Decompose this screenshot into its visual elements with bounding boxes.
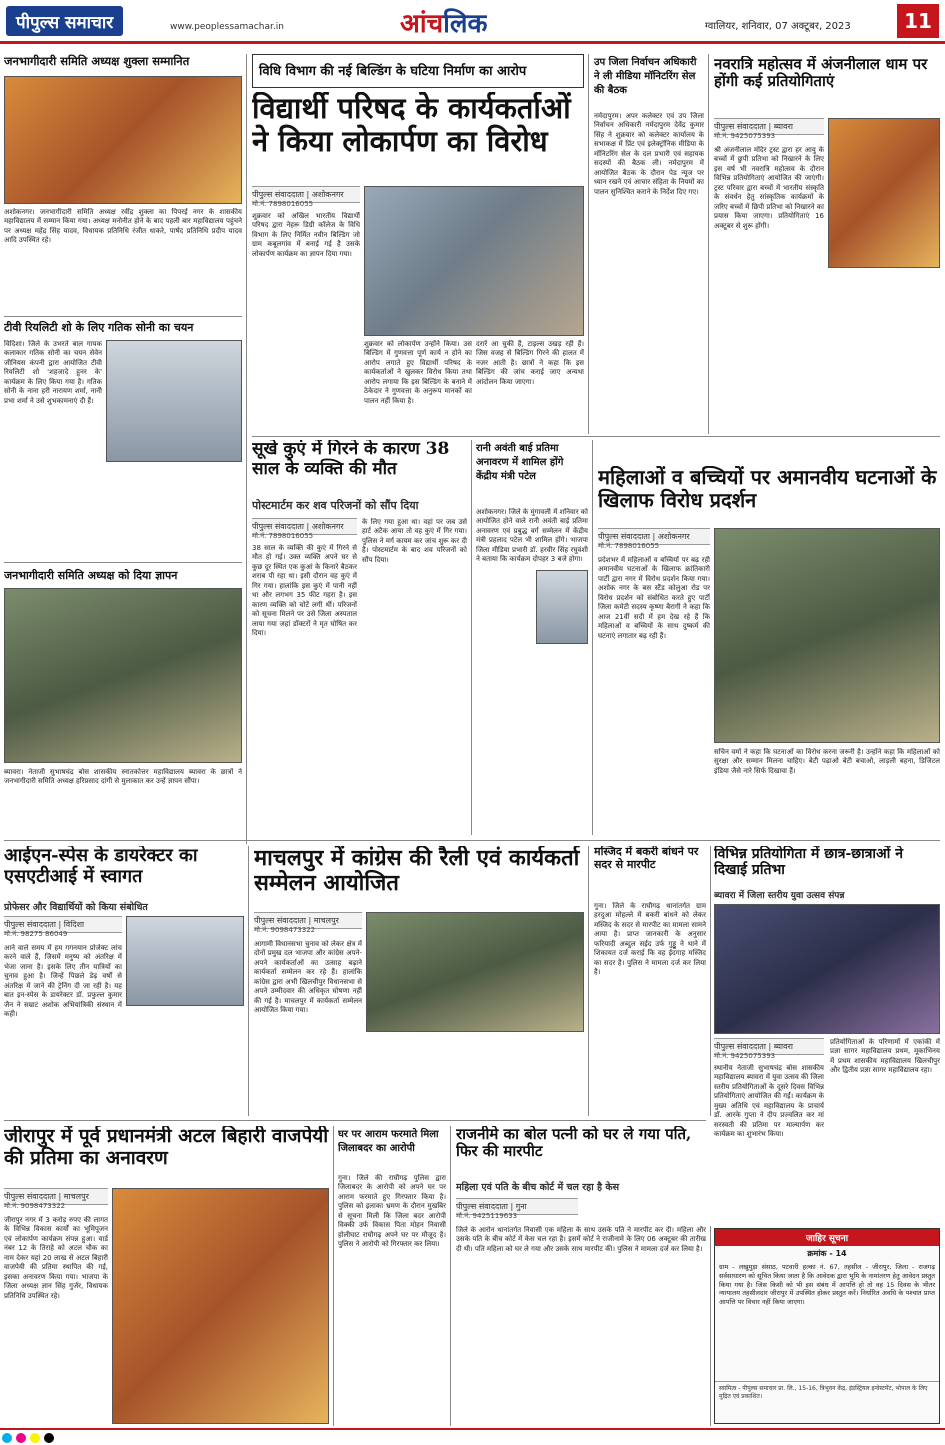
navratri-byline: पीपुल्स संवाददाता | ब्यावरा <box>714 118 824 135</box>
lead-mobile: मो.नं. 7898016055 <box>252 200 314 208</box>
story-body-rani-avanti: अशोकनगर। जिले के मुंगावली में शनिवार को आयोजित होने वाले रानी अवंती बाई प्रतिमा अनावरण एवं प्रबुद्ध वर्ग सम्मेलन में केंद्रीय मंत्री प्रहलाद पटेल भी शामिल होंगे। भाजपा जिला मीडिया प्रभारी डॉ. हरवीर सिंह रघुवंशी ने बताया कि कार्यक्रम दोपहर 3 बजे होगा। <box>476 508 588 564</box>
well-byline: पीपुल्स संवाददाता | अशोकनगर <box>252 518 357 535</box>
print-registration-footer <box>0 1428 945 1445</box>
resign-headline: राजनीमे का बोल पत्नी को घर ले गया पति, फिर की मारपीट <box>456 1126 692 1161</box>
resign-mobile: मो.नं. 9425119633 <box>456 1212 518 1220</box>
atal-byline: पीपुल्स संवाददाता | माचलपुर <box>4 1188 108 1205</box>
imprint-line: स्वामित्व - पीपुल्स समाचार प्रा. लि., 15-16, त्रिभुवन केंद्र, इंडस्ट्रियल इन्वेस्टमेंट, भोपाल के लिए मुद्रित एवं प्रकाशित। <box>715 1381 939 1402</box>
notice-ref: क्रमांक - 14 <box>807 1249 847 1258</box>
mosque-headline: मस्जिद में बकरी बांधने पर सदर से मारपीट <box>594 846 699 871</box>
talent-body-2: प्रतियोगिताओं के परिणामों में एकांकी में प्रज्ञा सागर महाविद्यालय प्रथम, मूकाभिनय में प्रथम शासकीय महाविद्यालय खिलचीपुर और द्वितीय प्रज्ञा सागर महाविद्यालय रहा। <box>830 1038 940 1075</box>
ias-subhead: प्रोफेसर और विद्यार्थियों को किया संबोधित <box>4 902 148 913</box>
story-body-gatik: विदिशा। जिले के उभरते बाल गायक कलाकार गतिक सोनी का चयन सेवेन जीनियस कंपनी द्वारा आयोजित टीवी रियलिटी शो 'शहजादे हुनर के' कार्यक्रम के लिए किया गया है। गतिक सोनी के नाना हरी नारायण शर्मा, नानी प्रभा शर्मा ने उसे शुभकामनाएं दी हैं। <box>4 340 102 405</box>
photo-anjanilal-deity <box>828 118 940 268</box>
story-heading-gyapan: जनभागीदारी समिति अध्यक्ष को दिया ज्ञापन <box>4 569 178 582</box>
lead-body-4: दरारें आ चुकी हैं, टाइल्स उखड़ रही हैं। जिस वजह से बिल्डिंग गिरने की हालत में नजर आती है। छात्रों ने कहा कि इस बिल्डिंग की जांच कराई जाए अन्यथा आंदोलन किया जाएगा। <box>476 340 584 386</box>
atal-headline: जीरापुर में पूर्व प्रधानमंत्री अटल बिहारी वाजपेयी की प्रतिमा का अनावरण <box>4 1126 329 1169</box>
women-headline: महिलाओं व बच्चियों पर अमानवीय घटनाओं के खिलाफ विरोध प्रदर्शन <box>598 466 937 512</box>
photo-students-gyapan <box>4 588 242 763</box>
rally-headline: माचलपुर में कांग्रेस की रैली एवं कार्यकर्ता सम्मेलन आयोजित <box>254 846 580 897</box>
well-body-2: के लिए गया हुआ था। वहां पर जब उसे हार्ट अटैक आया तो वह कुएं में गिर गया। पुलिस ने मर्ग कायम कर जांच शुरू कर दी है। पोस्टमार्टम के बाद शव परिजनों को सौंप दिया। <box>362 518 467 564</box>
story-heading-rani-avanti: रानी अवंती बाई प्रतिमा अनावरण में शामिल होंगे केंद्रीय मंत्री पटेल <box>476 443 564 482</box>
photo-samiti-felicitation <box>4 76 242 204</box>
photo-minister-patel <box>536 570 588 644</box>
lead-headline: विद्यार्थी परिषद के कार्यकर्ताओं ने किया लोकार्पण का विरोध <box>252 92 571 159</box>
rally-body: आगामी विधानसभा चुनाव को लेकर क्षेत्र में दोनों प्रमुख दल भाजपा और कांग्रेस अपने-अपने कार्यकर्ताओं का उत्साह बढ़ाने कार्यकर्ता सम्मेलन कर रहे हैं। हालांकि कांग्रेस द्वारा अभी खिलचीपुर विधानसभा से अपने उम्मीदवार की अधिकृत घोषणा नहीं की गई है। माचलपुर में कार्यकर्ता सम्मेलन आयोजित किया गया। <box>254 940 362 1015</box>
talent-photo-stage <box>714 904 940 1034</box>
story-heading-media-cell: उप जिला निर्वाचन अधिकारी ने ली मीडिया मॉनिटरिंग सेल की बैठक <box>594 57 697 96</box>
mosque-body: गुना। जिले के राघौगढ़ थानांतर्गत ग्राम हरदुआ मोहल्ले में बकरी बांधने को लेकर मस्जिद के सदर से मारपीट का मामला सामने आया है। प्राप्त जानकारी के अनुसार फरियादी अब्दुल सईद उर्फ गुड्डू ने थाने में शिकायत दर्ज कराई कि वह ईदगाह मस्जिद का सदर है। पुलिस ने मामला दर्ज कर लिया है। <box>594 902 706 977</box>
women-byline: पीपुल्स संवाददाता | अशोकनगर <box>598 528 710 545</box>
resign-body: जिले के आरोन थानांतर्गत निवासी एक महिला के साथ उसके पति ने मारपीट कर दी। महिला और उसके पति के बीच कोर्ट में केस चल रहा है। इसमें कोर्ट ने राजीनामे के लिए 06 अक्टूबर की तारीख दी थी। पति महिला को घर ले गया और उसके साथ मारपीट की। पुलिस ने मामला दर्ज कर लिया है। <box>456 1226 706 1253</box>
story-heading-navratri: नवरात्रि महोत्सव में अंजनीलाल धाम पर होंगी कई प्रतियोगिताएं <box>714 56 928 91</box>
photo-gatik-soni <box>106 340 242 462</box>
house-body: गुना। जिले की राघौगढ़ पुलिस द्वारा जिलाबदर के आरोपी को अपने घर पर आराम फरमाते हुए गिरफ्तार किया है। पुलिस को इलाका भ्रमण के दौरान मुखबिर से सूचना मिली कि जिला बदर आरोपी विक्की उर्फ विकास पिता मोहन निवासी होलीघाट राघौगढ़ अपने घर पर मौजूद है। पुलिस ने आरोपी को गिरफ्तार कर लिया। <box>338 1174 446 1249</box>
page-number: 11 <box>897 4 939 38</box>
talent-body: स्थानीय नेताजी सुभाषचंद्र बोस शासकीय महाविद्यालय ब्यावरा में युवा उत्सव की जिला स्तरीय प्रतियोगिताओं के दूसरे दिवस विभिन्न प्रतियोगिताएं आयोजित की गईं। कार्यक्रम के मुख्य अतिथि एवं महाविद्यालय के प्राचार्य डॉ. आरके गुप्ता ने दीप प्रज्वलित कर मां सरस्वती की प्रतिमा पर माल्यार्पण कर कार्यक्रम का शुभारंभ किया। <box>714 1064 824 1139</box>
atal-statue-photo <box>112 1188 329 1424</box>
talent-byline: पीपुल्स संवाददाता | ब्यावरा <box>714 1038 824 1055</box>
story-body-samiti: अशोकनगर। जनभागीदारी समिति अध्यक्ष रवींद्र शुक्ला का पिपरई नगर के शासकीय महाविद्यालय में सम्मान किया गया। अध्यक्ष मनोनीत होने के बाद पहली बार महाविद्यालय पहुंचने पर अध्यक्ष महेंद्र सिंह यादव, विधायक प्रतिनिधि रंजीत धाकरे, पार्षद प्रतिनिधि प्रदीप यादव आदि उपस्थित रहे। <box>4 208 242 245</box>
lead-photo-protest <box>364 186 584 336</box>
resign-subhead: महिला एवं पति के बीच कोर्ट में चल रहा है केस <box>456 1182 620 1193</box>
notice-title: जाहिर सूचना <box>715 1229 939 1246</box>
lead-kicker: विधि विभाग की नई बिल्डिंग के घटिया निर्माण का आरोप <box>252 54 584 88</box>
ias-headline: आईएन-स्पेस के डायरेक्टर का एसएटीआई में स्वागत <box>4 846 198 887</box>
website-url[interactable]: www.peoplessamachar.in <box>170 22 284 32</box>
section-title: आंचलिक <box>400 9 488 39</box>
public-notice-box <box>714 1228 940 1424</box>
rally-mobile: मो.नं. 9098473322 <box>254 926 316 934</box>
rally-byline: पीपुल्स संवाददाता | माचलपुर <box>254 912 362 929</box>
ias-mobile: मो.नं. 98275 86049 <box>4 930 68 938</box>
dateline: ग्वालियर, शनिवार, 07 अक्टूबर, 2023 <box>705 21 851 32</box>
women-mobile: मो.नं. 7898016055 <box>598 542 660 550</box>
story-body-gyapan: ब्यावरा। नेताजी सुभाषचंद्र बोस शासकीय स्नातकोत्तर महाविद्यालय ब्यावरा के छात्रों ने जनभागीदारी समिति अध्यक्ष हरिप्रसाद दांगी से मुलाकात कर उन्हें ज्ञापन सौंपा। <box>4 768 242 786</box>
talent-subhead: ब्यावरा में जिला स्तरीय युवा उत्सव संपन्न <box>714 891 845 901</box>
lead-body-1: शुक्रवार को अखिल भारतीय विद्यार्थी परिषद द्वारा नेहरू डिग्री कॉलेज के विधि विभाग के लिए निर्मित नवीन बिल्डिंग जो ग्राम कबूलगांव में बनाई गई है उसके लोकार्पण कार्यक्रम का ज्ञापन दिया गया। <box>252 212 360 258</box>
rally-photo <box>366 912 584 1032</box>
story-heading-gatik: टीवी रियलिटी शो के लिए गतिक सोनी का चयन <box>4 321 194 334</box>
lead-byline: पीपुल्स संवाददाता | अशोकनगर <box>252 186 360 203</box>
ias-body: आने वाले समय में हम गगनयान प्रोजेक्ट लांच करने वाले हैं, जिसमें मनुष्य को अंतरिक्ष में भेजा जाना है। इसके लिए तीन यात्रियों का चुनाव हुआ है। जिन्हें पिछले डेढ़ वर्षों से अंतरिक्ष में जाने की ट्रेनिंग दी जा रही है। यह बात इन-स्पेस के डायरेक्टर डॉ. प्रफुल्ल कुमार जैन ने सम्राट अशोक अभियांत्रिकी संस्थान में कही। <box>4 944 122 1019</box>
story-body-media-cell: नर्मदापुरम। अपर कलेक्टर एवं उप जिला निर्वाचन अधिकारी नर्मदापुरम देवेंद्र कुमार सिंह ने शुक्रवार को कलेक्टर कार्यालय के सभाकक्ष में प्रिंट एवं इलेक्ट्रॉनिक मीडिया के मॉनिटरिंग सेल के दल प्रभारी एवं सहायक सदस्यों की बैठक ली। नर्मदापुरम में आयोजित बैठक के दौरान पेड न्यूज पर ध्यान रखने एवं आचार संहिता के नियमों का पालन सुनिश्चित कराने के निर्देश दिए गए। <box>594 112 704 196</box>
resign-byline: पीपुल्स संवाददाता | गुना <box>456 1198 578 1215</box>
women-body-2: सचिन वर्मा ने कहा कि घटनाओं का विरोध करना जरूरी है। उन्होंने कहा कि महिलाओं को सुरक्षा और सम्मान मिलना चाहिए। बेटी पढ़ाओ बेटी बचाओ, लाड़ली बहना, डिजिटल इंडिया जैसे नारे सिर्फ दिखावा हैं। <box>714 748 940 775</box>
lead-body-3: शुक्रवार को लोकार्पण उन्होंने किया। उस बिल्डिंग में गुणवत्ता पूर्ण कार्य न होने का आरोप लगाते हुए विद्यार्थी परिषद के कार्यकर्ताओं ने खुलकर विरोध किया तथा आरोप लगाया कि इस बिल्डिंग के बनाने में ठेकेदार ने गुणवत्ता के अनुरूप मानकों का पालन नहीं किया है। <box>364 340 472 405</box>
ias-byline: पीपुल्स संवाददाता | विदिशा <box>4 916 122 933</box>
newspaper-logo[interactable]: पीपुल्स समाचार <box>6 6 123 36</box>
navratri-mobile: मो.नं. 9425075393 <box>714 132 776 140</box>
well-headline: सूखे कुएं में गिरने के कारण 38 साल के व्यक्ति की मौत <box>252 440 450 479</box>
photo-prafull-jain <box>126 916 244 1006</box>
atal-mobile: मो.नं. 9098473322 <box>4 1202 66 1210</box>
house-headline: घर पर आराम फरमाते मिला जिलाबदर का आरोपी <box>338 1129 439 1154</box>
story-heading-samiti: जनभागीदारी समिति अध्यक्ष शुक्ला सम्मानित <box>4 54 190 68</box>
well-subhead: पोस्टमार्टम कर शव परिजनों को सौंप दिया <box>252 499 419 512</box>
women-body: प्रदेशभर में महिलाओं व बच्चियों पर बढ़ रही अमानवीय घटनाओं के खिलाफ क्रांतिकारी पार्टी द्वारा नगर में विरोध प्रदर्शन किया गया। अशोक नगर के बस स्टैंड कोलुआ रोड पर विरोध प्रदर्शन को संबोधित करते हुए पार्टी जिला कमेटी सदस्य कृष्णा बैरागी ने कहा कि आज 21वीं सदी में हम देख रहे हैं कि महिलाओं व बच्चियों के साथ दुष्कर्म की घटनाएं लगातार बढ़ रही हैं। <box>598 556 710 640</box>
notice-body: ग्राम - लखुमुड़ा संसाठ, पटवारी हल्का नं. 67, तहसील - जीरापुर, जिला - राजगढ़ सर्वसाधारण को सूचित किया जाता है कि आवेदक द्वारा भूमि के नामांतरण हेतु आवेदन प्रस्तुत किया गया है। जिस किसी को भी इस संबंध में आपत्ति हो तो वह 15 दिवस के भीतर न्यायालय तहसीलदार जीरापुर में उपस्थित होकर प्रस्तुत करें। निर्धारित अवधि के पश्चात प्राप्त आपत्ति पर विचार नहीं किया जाएगा। <box>719 1263 935 1307</box>
well-body: 38 साल के व्यक्ति की कुएं में गिरने से मौत हो गई। उक्त व्यक्ति अपने घर से कुछ दूर स्थित एक कुआं के किनारे बैठकर शराब पी रहा था। इसी दौरान वह कुएं में गिर गया। हालांकि इस कुएं में पानी नहीं था और लगभग 35 फीट गहरा है। इस कारण व्यक्ति को चोटें लगी थीं। परिजनों को सूचना मिलने पर उसे जिला अस्पताल लाया गया जहां डॉक्टरों ने मृत घोषित कर दिया। <box>252 544 357 637</box>
masthead <box>0 0 945 44</box>
story-body-navratri: श्री अंजनीलाल मंदिर ट्रस्ट द्वारा हर आयु के बच्चों में छुपी प्रतिभा को निखारने के लिए इस वर्ष भी नवरात्रि महोत्सव के दौरान विभिन्न प्रतियोगिताएं आयोजित की जाएंगी। ट्रस्ट परिवार द्वारा बच्चों में भारतीय संस्कृति के संवर्धन हेतु सांस्कृतिक कार्यक्रमों के जरिए बच्चों में छिपी प्रतिभा को निखारने का प्रयास किया जाएगा। प्रतियोगिताएं 16 अक्टूबर से शुरू होंगी। <box>714 146 824 230</box>
talent-mobile: मो.नं. 9425075393 <box>714 1052 776 1060</box>
women-protest-photo <box>714 528 940 743</box>
atal-body: जीरापुर नगर में 3 करोड़ रुपए की लागत के विभिन्न विकास कार्यों का भूमिपूजन एवं लोकार्पण कार्यक्रम संपन्न हुआ। वार्ड नंबर 12 के तिराहे को अटल चौक का नाम देकर यहां 20 लाख से अटल बिहारी वाजपेयी की प्रतिमा स्थापित की गई, इसका अनावरण किया गया। भाजपा के जिला अध्यक्ष ज्ञान सिंह गुर्जर, विधायक प्रतिनिधि उपस्थित रहे। <box>4 1216 108 1300</box>
well-mobile: मो.नं. 7898016055 <box>252 532 314 540</box>
talent-headline: विभिन्न प्रतियोगिता में छात्र-छात्राओं ने दिखाई प्रतिभा <box>714 846 904 879</box>
